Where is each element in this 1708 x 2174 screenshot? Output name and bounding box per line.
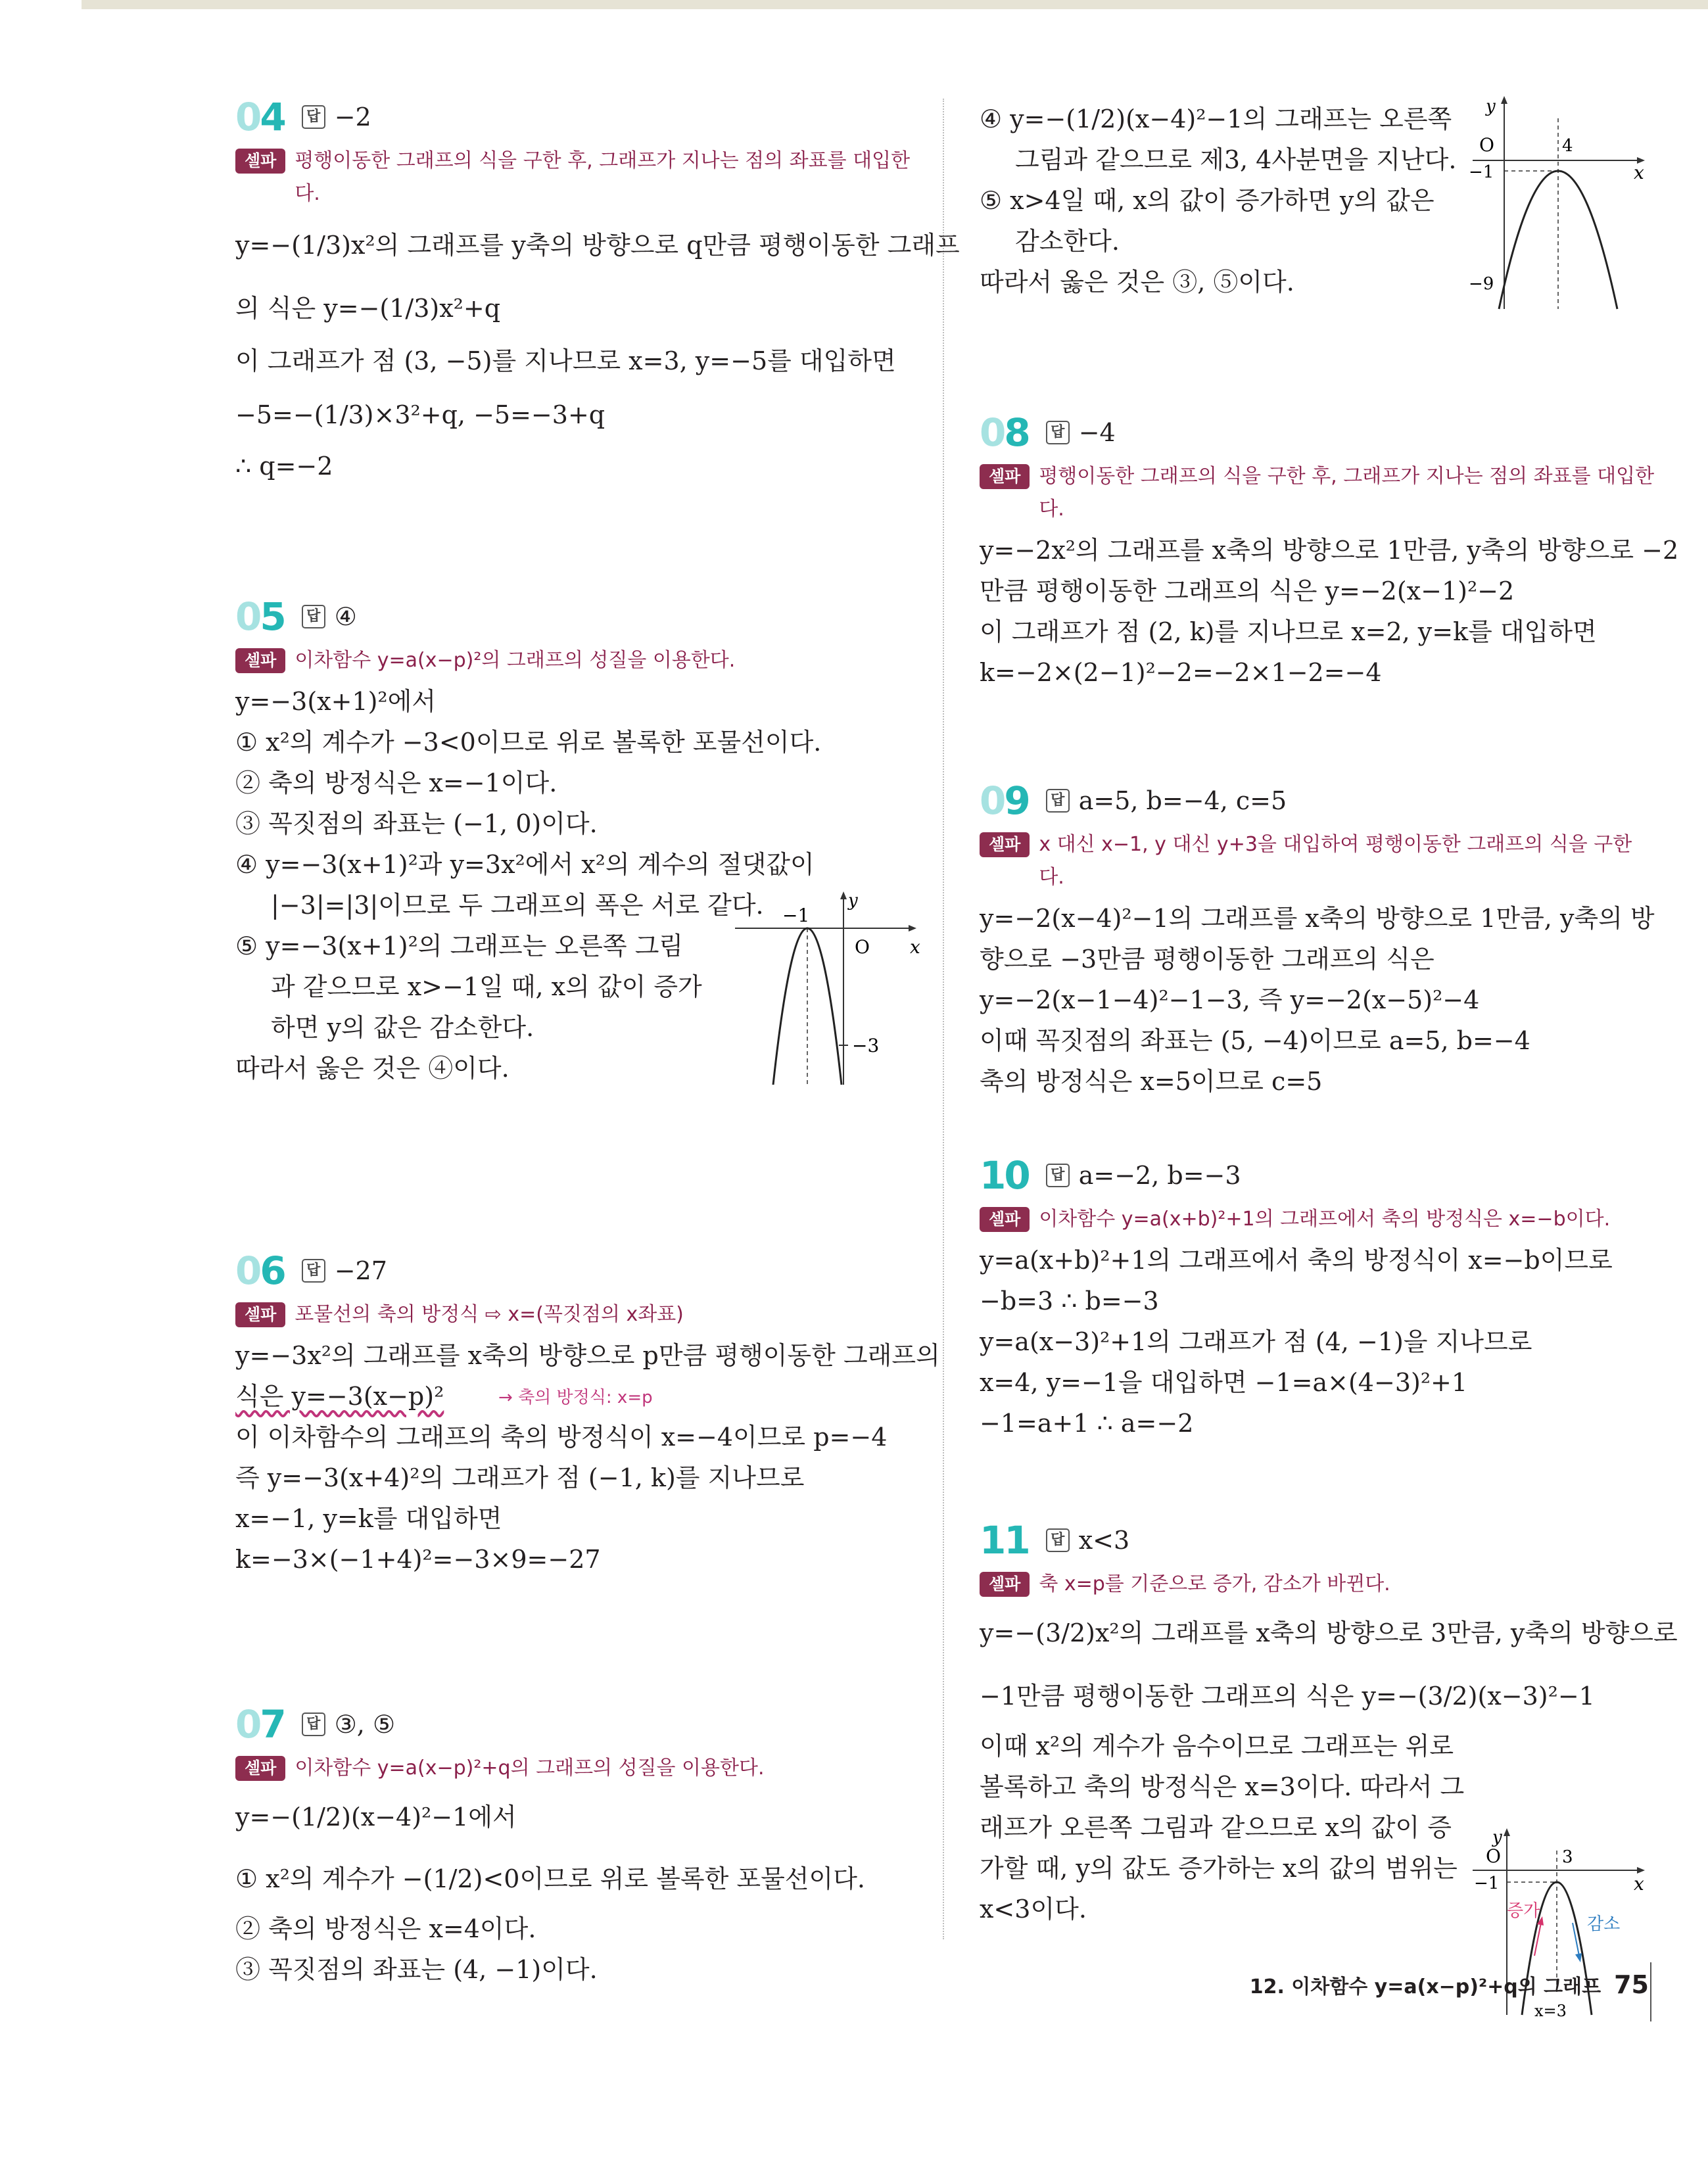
answer-icon: 답 xyxy=(302,1713,325,1736)
tip-badge: 셀파 xyxy=(980,1572,1030,1597)
solution-line: |−3|=|3|이므로 두 그래프의 폭은 서로 같다. xyxy=(271,891,764,920)
answer-icon: 답 xyxy=(302,105,325,129)
solution-line: 그림과 같으므로 제3, 4사분면을 지난다. xyxy=(1015,145,1457,174)
solution-line: −1만큼 평행이동한 그래프의 식은 y=−(3/2)(x−3)²−1 xyxy=(980,1682,1595,1711)
answer: −2 xyxy=(334,103,371,131)
tip-badge: 셀파 xyxy=(235,648,285,673)
problem-number: 05 xyxy=(235,594,285,639)
tip-text: 평행이동한 그래프의 식을 구한 후, 그래프가 지나는 점의 좌표를 대입한다. xyxy=(1039,465,1655,521)
solution-line: x<3이다. xyxy=(980,1895,1087,1924)
page-number: 75 xyxy=(1614,1970,1649,1999)
footer-rule xyxy=(1650,1962,1651,2021)
tip xyxy=(980,1568,1657,1601)
solution-line: −1=a+1 ∴ a=−2 xyxy=(980,1409,1194,1438)
axis-label: x=3 xyxy=(1534,2002,1567,2020)
solution-line: −b=3 ∴ b=−3 xyxy=(980,1287,1159,1315)
y-axis-label: y xyxy=(848,891,858,910)
tip-text: 축 x=p를 기준으로 증가, 감소가 바뀐다. xyxy=(1039,1572,1390,1595)
solution-line: y=−3(x+1)²에서 xyxy=(235,687,437,716)
tick-label: −3 xyxy=(852,1035,880,1056)
solution-line: ② 축의 방정식은 x=−1이다. xyxy=(235,768,557,797)
solution-line: 이 그래프가 점 (3, −5)를 지나므로 x=3, y=−5를 대입하면 xyxy=(235,346,896,375)
tip xyxy=(235,1752,919,1785)
answer: a=−2, b=−3 xyxy=(1078,1161,1241,1190)
solution-line: y=a(x−3)²+1의 그래프가 점 (4, −1)을 지나므로 xyxy=(980,1327,1532,1356)
solution-line: 이 이차함수의 그래프의 축의 방정식이 x=−4이므로 p=−4 xyxy=(235,1423,888,1452)
tip-text: 평행이동한 그래프의 식을 구한 후, 그래프가 지나는 점의 좌표를 대입한다. xyxy=(295,149,911,205)
solution-line: y=−(1/2)(x−4)²−1에서 xyxy=(235,1803,517,1831)
solution-line: k=−2×(2−1)²−2=−2×1−2=−4 xyxy=(980,658,1382,687)
origin-label: O xyxy=(1479,134,1494,156)
solution-line: 가할 때, y의 값도 증가하는 x의 값의 범위는 xyxy=(980,1854,1458,1883)
solution-line: 즉 y=−3(x+4)²의 그래프가 점 (−1, k)를 지나므로 xyxy=(235,1463,805,1492)
answer: −27 xyxy=(334,1256,387,1285)
solution-line: 따라서 옳은 것은 ④이다. xyxy=(235,1054,510,1083)
y-axis-label: y xyxy=(1492,1828,1502,1847)
problem-09 xyxy=(980,776,1657,1102)
tip-badge: 셀파 xyxy=(980,832,1030,857)
tip xyxy=(235,644,919,677)
solution-line: ③ 꼭짓점의 좌표는 (−1, 0)이다. xyxy=(235,809,598,838)
solution-line: ⑤ y=−3(x+1)²의 그래프는 오른쪽 그림 xyxy=(235,932,684,960)
tip xyxy=(235,145,919,210)
answer-icon: 답 xyxy=(1046,1528,1070,1552)
solution-line: 따라서 옳은 것은 ③, ⑤이다. xyxy=(980,268,1294,296)
answer: x<3 xyxy=(1078,1526,1130,1555)
answer-icon: 답 xyxy=(1046,789,1070,813)
problem-number: 08 xyxy=(980,410,1029,455)
x-axis-label: x xyxy=(910,936,920,958)
decrease-label: 감소 xyxy=(1587,1914,1621,1934)
problem-05 xyxy=(235,592,919,1089)
x-axis-label: x xyxy=(1634,162,1644,183)
solution-line: 볼록하고 축의 방정식은 x=3이다. 따라서 그 xyxy=(980,1772,1465,1801)
problem-07 xyxy=(235,1699,919,1990)
problem-number: 09 xyxy=(980,778,1029,823)
solution-line: y=−(1/3)x²의 그래프를 y축의 방향으로 q만큼 평행이동한 그래프 xyxy=(235,231,960,260)
origin-label: O xyxy=(855,936,870,958)
top-bar xyxy=(82,0,1708,9)
solution-line: 과 같으므로 x>−1일 때, x의 값이 증가 xyxy=(271,972,702,1001)
solution-line xyxy=(235,1376,919,1417)
tick-label: −1 xyxy=(1469,162,1494,182)
problem-number: 04 xyxy=(235,95,285,139)
tick-label: −1 xyxy=(1474,1874,1500,1893)
tip-text: 포물선의 축의 방정식 ⇨ x=(꼭짓점의 x좌표) xyxy=(295,1303,684,1326)
problem-08 xyxy=(980,408,1679,693)
solution-line: ④ y=−(1/2)(x−4)²−1의 그래프는 오른쪽 xyxy=(980,105,1452,133)
tick-label: −1 xyxy=(782,905,810,926)
origin-label: O xyxy=(1486,1845,1501,1867)
problem-number: 10 xyxy=(980,1153,1029,1198)
answer: −4 xyxy=(1078,418,1116,447)
solution-line: x=−1, y=k를 대입하면 xyxy=(235,1504,502,1533)
footer-title: 12. 이차함수 y=a(x−p)²+q의 그래프 xyxy=(1249,1975,1601,1998)
tip-badge: 셀파 xyxy=(980,464,1030,489)
solution-line: y=−3x²의 그래프를 x축의 방향으로 p만큼 평행이동한 그래프의 xyxy=(235,1341,940,1370)
page-footer xyxy=(1250,1970,1649,1999)
answer: ④ xyxy=(334,602,357,631)
answer: ③, ⑤ xyxy=(334,1710,396,1739)
solution-line: 이때 x²의 계수가 음수이므로 그래프는 위로 xyxy=(980,1732,1454,1760)
solution-line: x=4, y=−1을 대입하면 −1=a×(4−3)²+1 xyxy=(980,1368,1468,1397)
answer-icon: 답 xyxy=(302,605,325,628)
solution-text: 식은 y=−3(x−p)² xyxy=(235,1382,444,1411)
tip-text: x 대신 x−1, y 대신 y+3을 대입하여 평행이동한 그래프의 식을 구한다. xyxy=(1039,833,1632,889)
problem-10 xyxy=(980,1150,1657,1444)
tip xyxy=(980,1203,1657,1236)
solution-line: 의 식은 y=−(1/3)x²+q xyxy=(235,294,501,323)
problem-number: 11 xyxy=(980,1518,1029,1563)
tip-text: 이차함수 y=a(x−p)²의 그래프의 성질을 이용한다. xyxy=(295,649,736,672)
answer: a=5, b=−4, c=5 xyxy=(1078,786,1287,815)
solution-line: y=−2(x−1−4)²−1−3, 즉 y=−2(x−5)²−4 xyxy=(980,985,1480,1014)
column-divider xyxy=(943,99,944,1939)
problem-number: 07 xyxy=(235,1702,285,1747)
y-axis-label: y xyxy=(1486,97,1496,116)
tip xyxy=(980,828,1657,894)
tip xyxy=(235,1298,919,1331)
solution-line: y=−2x²의 그래프를 x축의 방향으로 1만큼, y축의 방향으로 −2 xyxy=(980,536,1679,565)
graph-05 xyxy=(735,887,926,1091)
tick-label: 3 xyxy=(1562,1847,1573,1867)
tip-text: 이차함수 y=a(x+b)²+1의 그래프에서 축의 방정식은 x=−b이다. xyxy=(1039,1208,1611,1231)
solution-line: ② 축의 방정식은 x=4이다. xyxy=(235,1914,536,1943)
solution-line: ③ 꼭짓점의 좌표는 (4, −1)이다. xyxy=(235,1955,598,1984)
solution-line: ∴ q=−2 xyxy=(235,452,333,481)
solution-line: −5=−(1/3)×3²+q, −5=−3+q xyxy=(235,400,605,429)
solution-line: 향으로 −3만큼 평행이동한 그래프의 식은 xyxy=(980,945,1435,974)
solution-line: ① x²의 계수가 −(1/2)<0이므로 위로 볼록한 포물선이다. xyxy=(235,1864,865,1893)
tip-badge: 셀파 xyxy=(235,1302,285,1327)
problem-number: 06 xyxy=(235,1248,285,1293)
graph-07 xyxy=(1466,92,1650,316)
solution-line: k=−3×(−1+4)²=−3×9=−27 xyxy=(235,1545,601,1574)
solution-line: y=−2(x−4)²−1의 그래프를 x축의 방향으로 1만큼, y축의 방 xyxy=(980,904,1655,933)
problem-04 xyxy=(235,92,960,486)
increase-label: 증가 xyxy=(1507,1901,1540,1921)
tick-label: −9 xyxy=(1469,274,1494,294)
tip-badge: 셀파 xyxy=(235,149,285,174)
solution-line: ⑤ x>4일 때, x의 값이 증가하면 y의 값은 xyxy=(980,186,1435,215)
solution-line: 하면 y의 값은 감소한다. xyxy=(271,1013,534,1042)
tip-text: 이차함수 y=a(x−p)²+q의 그래프의 성질을 이용한다. xyxy=(295,1757,765,1780)
note-annotation: → 축의 방정식: x=p xyxy=(498,1388,653,1407)
problem-06 xyxy=(235,1246,940,1580)
answer-icon: 답 xyxy=(302,1259,325,1283)
solution-line: 이때 꼭짓점의 좌표는 (5, −4)이므로 a=5, b=−4 xyxy=(980,1026,1530,1055)
solution-line: 래프가 오른쪽 그림과 같으므로 x의 값이 증 xyxy=(980,1813,1452,1842)
tick-label: 4 xyxy=(1562,136,1573,156)
solution-line: 축의 방정식은 x=5이므로 c=5 xyxy=(980,1067,1323,1096)
solution-line: y=a(x+b)²+1의 그래프에서 축의 방정식이 x=−b이므로 xyxy=(980,1246,1613,1275)
solution-line: ① x²의 계수가 −3<0이므로 위로 볼록한 포물선이다. xyxy=(235,728,822,757)
solution-line: ④ y=−3(x+1)²과 y=3x²에서 x²의 계수의 절댓값이 xyxy=(235,850,815,879)
problem-07-continued xyxy=(980,99,1657,302)
tip-badge: 셀파 xyxy=(980,1207,1030,1232)
solution-line: y=−(3/2)x²의 그래프를 x축의 방향으로 3만큼, y축의 방향으로 xyxy=(980,1619,1678,1647)
solution-line: 이 그래프가 점 (2, k)를 지나므로 x=2, y=k를 대입하면 xyxy=(980,617,1597,646)
tip xyxy=(980,460,1657,526)
answer-icon: 답 xyxy=(1046,1164,1070,1187)
solution-line: 만큼 평행이동한 그래프의 식은 y=−2(x−1)²−2 xyxy=(980,577,1515,605)
tip-badge: 셀파 xyxy=(235,1756,285,1781)
answer-icon: 답 xyxy=(1046,421,1070,444)
x-axis-label: x xyxy=(1634,1873,1644,1895)
solution-line: 감소한다. xyxy=(1015,227,1120,256)
